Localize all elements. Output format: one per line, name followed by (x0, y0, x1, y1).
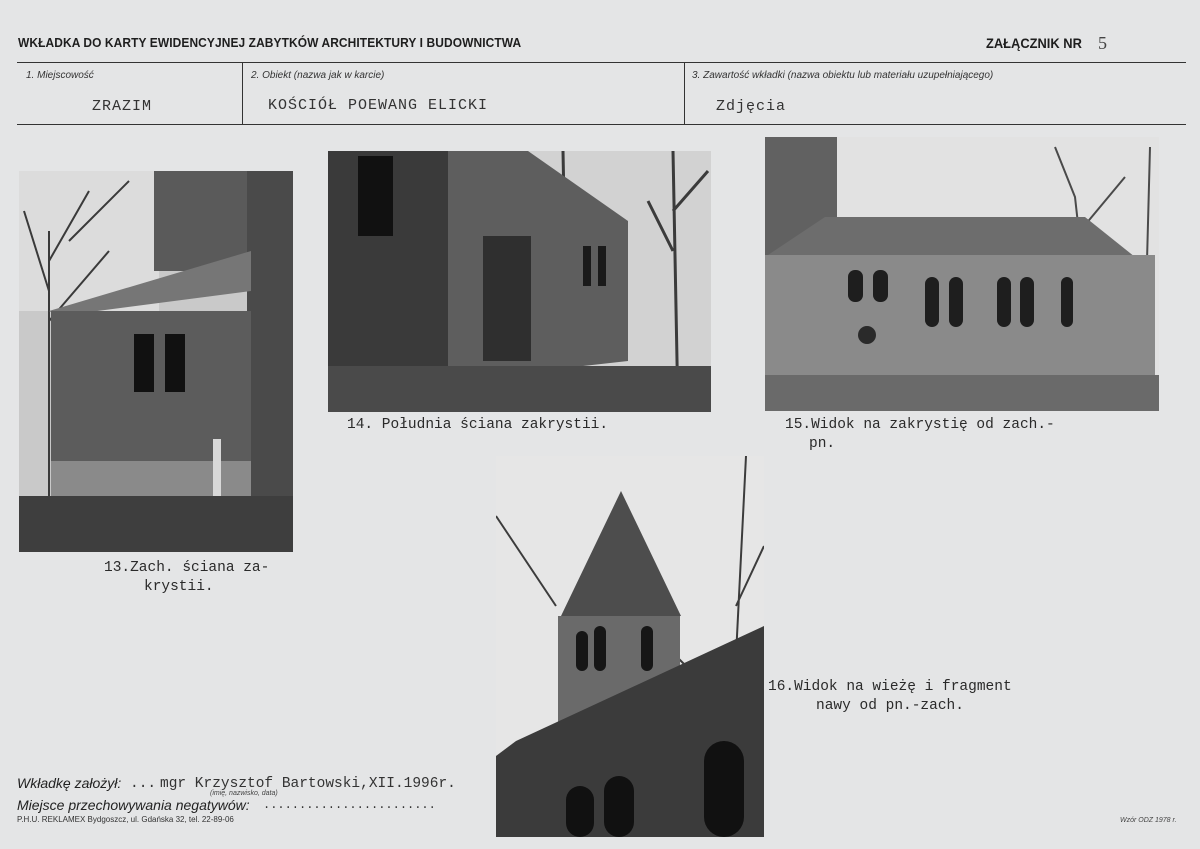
content-label: 3. Zawartość wkładki (nazwa obiektu lub materiału uzupełniającego) (692, 70, 994, 81)
locality-value: ZRAZIM (92, 98, 153, 115)
form-model: Wzór ODZ 1978 r. (1120, 817, 1177, 824)
photo-15-caption-line2: pn. (809, 436, 836, 452)
printer-imprint: P.H.U. REKLAMEX Bydgoszcz, ul. Gdańska 32, tel. 22-89-06 (17, 815, 234, 824)
object-value: KOŚCIÓŁ POEWANG ELICKI (268, 97, 489, 114)
card-title: WKŁADKA DO KARTY EWIDENCYJNEJ ZABYTKÓW ARCHITEKTURY I BUDOWNICTWA (18, 35, 522, 50)
created-by-hint: (imię, nazwisko, data) (210, 790, 278, 797)
photo-13-caption-line2: krystii. (144, 579, 214, 595)
photo-15-caption-line1: 15.Widok na zakrystię od zach.- (785, 417, 1055, 433)
created-by-label: Wkładkę założył: (17, 775, 122, 791)
locality-label: 1. Miejscowość (26, 70, 94, 81)
content-value: Zdjęcia (716, 98, 787, 115)
photo-15-sacristy-view (765, 137, 1159, 411)
photo-14-south-wall (328, 151, 711, 412)
header-rule-top (17, 62, 1186, 63)
annex-number: 5 (1098, 33, 1107, 53)
photo-16-caption-line1: 16.Widok na wieżę i fragment (768, 679, 1012, 695)
photo-14-caption: 14. Południa ściana zakrystii. (347, 417, 609, 433)
created-by-value: mgr Krzysztof Bartowski,XII.1996r. (160, 776, 456, 792)
created-by-dots: ... (130, 776, 157, 792)
photo-16-caption (768, 678, 1012, 716)
photo-13-caption (104, 559, 269, 597)
field-divider-1 (242, 62, 243, 124)
photo-15-caption (785, 416, 1055, 454)
negatives-location-value: ........................ (263, 798, 436, 812)
header-rule-bottom (17, 124, 1186, 125)
field-divider-2 (684, 62, 685, 124)
object-label: 2. Obiekt (nazwa jak w karcie) (251, 70, 385, 81)
annex-label: ZAŁĄCZNIK NR (986, 35, 1082, 51)
photo-13-caption-line1: 13.Zach. ściana za- (104, 560, 270, 576)
photo-16-caption-line2: nawy od pn.-zach. (816, 698, 964, 714)
negatives-location-label: Miejsce przechowywania negatywów: (17, 797, 250, 813)
photo-16-tower-view (496, 456, 764, 837)
photo-13-west-wall (19, 171, 293, 552)
